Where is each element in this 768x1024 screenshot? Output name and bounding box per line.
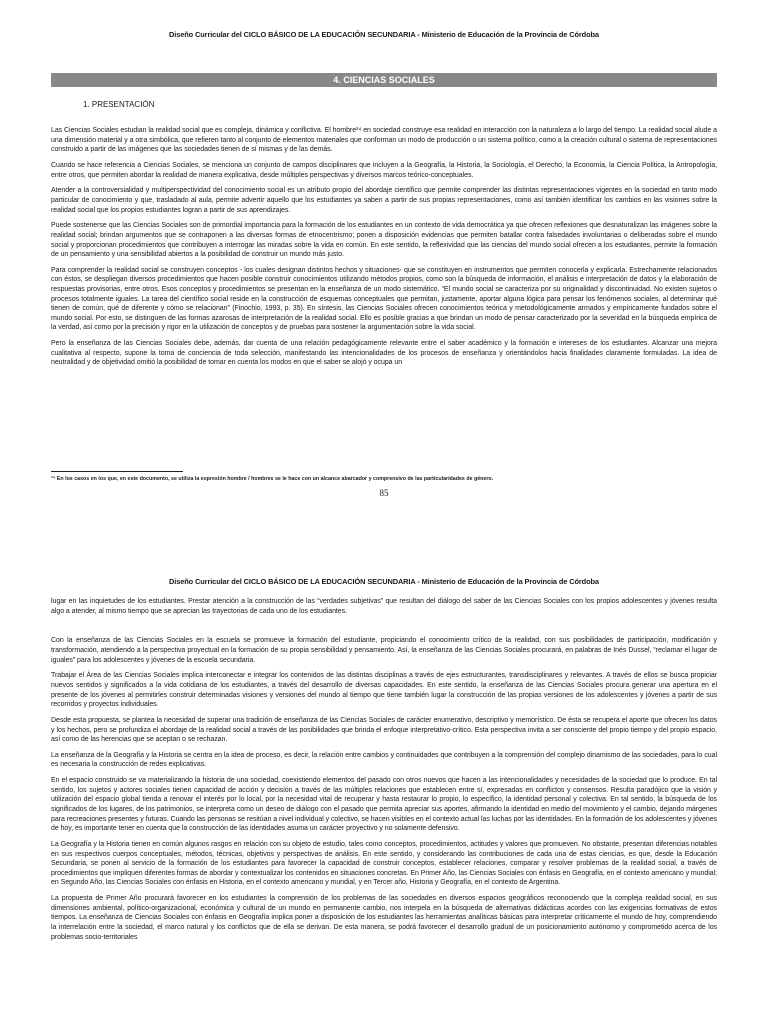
paragraph: lugar en las inquietudes de los estudiantes. Prestar atención a la construcción de las “verdades subjetivas” que resultan del diálogo del saber de las Ciencias Sociales con los propios adolescentes y jóvenes resulta algo a atender, al mismo tiempo que se aprecian las trayectorias de cada uno de los estudiantes. — [51, 598, 717, 615]
paragraph: Pero la enseñanza de las Ciencias Sociales debe, además, dar cuenta de una relación pedagógicamente relevante entre el saber académico y la formación e intereses de los estudiantes. Alcanzar una mejora cualitativa al respecto, supone la toma de conciencia de toda selección, manifestando las intencionalidades de los procesos de enseñanza y orientándolos hacia finalidades claramente formuladas. La idea de neutralidad y de objetividad omitió la posibilidad de tomar en cuenta los modos en que el saber se alojó y ocupa un — [51, 340, 717, 367]
paragraph: La Geografía y la Historia tienen en común algunos rasgos en relación con su objeto de estudio, tales como conceptos, procedimientos, actitudes y valores que promueven. No obstante, presentan diferencias notables en sus respectivos cuerpos conceptuales, métodos, técnicas, objetivos y perspectivas de análisis. En este sentido, y considerando las contribuciones de cada una de estas ciencias, es que, desde la Educación Secundaria, se ponen al servicio de la formación de los estudiantes para favorecer la capacidad de construir conceptos, establecer relaciones, comparar y resolver problemas de la realidad social, a través de procedimientos que impliquen diferentes formas de abordar y contextualizar los contenidos en situaciones concretas. En Primer Año, las Ciencias Sociales con énfasis en Geografía, en el contexto americano y mundial; en Segundo Año, las Ciencias Sociales con énfasis en Historia, en el contexto americano y mundial, y en Tercer año, Historia y Geografía, en el contexto de Argentina. — [51, 841, 717, 887]
paragraph: Cuando se hace referencia a Ciencias Sociales, se menciona un conjunto de campos disciplinares que incluyen a la Geografía, la Historia, la Sociología, el Derecho, la Economía, la Ciencia Política, la Antropología, entre otros, que permiten abordar la realidad de manera explicativa, desde múltiples perspectivas y diversos marcos teórico-conceptuales. — [51, 161, 717, 179]
page1-body — [51, 126, 717, 374]
paragraph: Trabajar el Área de las Ciencias Sociales implica interconectar e integrar los contenidos de las distintas disciplinas a través de ejes estructurantes, transdisciplinares y relevantes. A través de ellos se busca propiciar nuevos sentidos y significados a la vida cotidiana de los estudiantes, a través del desarrollo de diversas capacidades. En este sentido, la enseñanza de las Ciencias Sociales procura generar una apertura en el presente de los jóvenes al permitirles construir determinadas visiones y versiones del mundo al tiempo que tiene también lugar la construcción de las propias versiones de los adolescentes y jóvenes a partir de sus recorridos y proyectos individuales. — [51, 672, 717, 709]
paragraph: Atender a la controversialidad y multiperspectividad del conocimiento social es un atributo propio del abordaje científico que permite comprender las distintas representaciones vigentes en la sociedad en tanto modo particular de conocimiento y que, trasladado al aula, permite advertir aquello que los estudiantes ya saben a partir de sus propias representaciones, como así también identificar los cambios en las visiones sobre la realidad social que los propios estudiantes logran a partir de sus aprendizajes. — [51, 187, 717, 214]
page-number: 85 — [379, 488, 389, 498]
paragraph: La propuesta de Primer Año procurará favorecer en los estudiantes la comprensión de los problemas de las sociedades en diversos espacios geográficos reconociendo que la compleja realidad social, en sus dimensiones ambiental, político-organizacional, económica y cultural de un mundo en permanente cambio, nos interpela en la búsqueda de alternativas didácticas acordes con las exigencias formativas de estos tiempos. La enseñanza de Ciencias Sociales con énfasis en Geografía implica poner a disposición de los estudiantes las herramientas analíticas básicas para interpretar críticamente el mundo de hoy, comprendiendo la interrelación entre la sociedad, el marco natural y los conflictos que de ella se derivan. De esta manera, se podrá favorecer el desarrollo gradual de un posicionamiento autónomo y comprometido acerca de los problemas socio-territoriales — [51, 895, 717, 941]
paragraph: Las Ciencias Sociales estudian la realidad social que es compleja, dinámica y conflictiva. El hombre³⁴ en sociedad construye esa realidad en interacción con la naturaleza a lo largo del tiempo. La realidad social alude a una dimensión material y a otra simbólica, que refieren tanto al conjunto de elementos materiales que conforman un modo de producción o un sistema político, como a la creación cultural o sistema de representaciones construido a partir de las imágenes que las sociedades tienen de sí mismas y de las demás. — [51, 127, 717, 154]
paragraph: Con la enseñanza de las Ciencias Sociales en la escuela se promueve la formación del estudiante, propiciando el conocimiento crítico de la realidad, con sus posibilidades de participación, modificación y transformación, atendiendo a la perspectiva proyectual en la formación de su propia sensibilidad y pensamiento. Así, la enseñanza de las Ciencias Sociales procurará, en palabras de Inés Dussel, “reclamar el lugar de iguales” para los adolescentes y jóvenes de la escuela secundaria. — [51, 637, 717, 664]
paragraph: La enseñanza de la Geografía y la Historia se centra en la idea de proceso, es decir, la relación entre cambios y continuidades que contribuyen a la comprensión del complejo dinamismo de las sociedades, para lo cual es necesaria la construcción de redes explicativas. — [51, 751, 717, 769]
paragraph: En el espacio construido se va materializando la historia de una sociedad, coexistiendo elementos del pasado con otros nuevos que hacen a las intencionalidades y necesidades de la sociedad que lo produce. En tal sentido, los sujetos y actores sociales tienen capacidad de acción y decisión a través de las múltiples relaciones que establecen entre sí, expresadas en conflictos y consensos. Resulta paradójico que la visión y utilización del espacio global tienda a renovar el interés por lo local, por la necesidad vital de recuperar y hasta restaurar lo propio, lo específico, la identidad personal y colectiva. En tal sentido, la búsqueda de los significados de los lugares, de los patrimonios, se interpreta como un deseo de diálogo con el pasado que permita apreciar sus aportes, afirmando la identidad en medio del movimiento y el cambio, dejando márgenes para recreaciones presentes y futuras. Cuando las personas se resitúan a nivel individual y colectivo, se hacen visibles en el contexto actual las luchas por las identidades. En la formación de los adolescentes y jóvenes de hoy, es importante tener en cuenta que la construcción de las identidades asuma un carácter proyectivo y no solamente defensivo. — [51, 777, 717, 833]
section-title: 4. CIENCIAS SOCIALES — [51, 73, 717, 87]
page2-body — [51, 597, 717, 948]
footnote: ³⁴ En los casos en los que, en este documento, se utiliza la expresión hombre / hombres se le hace con un alcance abarcador y comprensivo de las particularidades de género. — [51, 476, 494, 482]
running-header: Diseño Curricular del CICLO BÁSICO DE LA EDUCACIÓN SECUNDARIA - Ministerio de Educación de la Provincia de Córdoba — [169, 577, 599, 586]
paragraph: Puede sostenerse que las Ciencias Sociales son de primordial importancia para la formación de los estudiantes en un contexto de vida democrática ya que ofrecen reflexiones que desnaturalizan las imágenes sobre la realidad social; brindan argumentos que se contraponen a las diversas formas de etnocentrismo; ponen a disposición evidencias que permiten batallar contra falsedades involuntarias o deliberadas sobre el mundo social y proporcionan procedimientos que contribuyen a interrogar las miradas sobre la vida en común. En este sentido, la reflexividad que las ciencias del mundo social ofrecen a los estudiantes, permite la formación de un pensamiento y una sensibilidad abiertos a la posibilidad de construir un mundo más justo. — [51, 222, 717, 259]
subsection-title: 1. PRESENTACIÓN — [83, 100, 155, 109]
paragraph: Desde esta propuesta, se plantea la necesidad de superar una tradición de enseñanza de las Ciencias Sociales de carácter enumerativo, descriptivo y memorístico. De ésta se recupera el aporte que ofrecen los datos y los hechos, pero se profundiza el abordaje de la realidad social a través de las posibilidades que brinda el enfoque interpretativo-crítico. Esta perspectiva invita a ser consciente del propio tiempo y del propio espacio, así como de las herencias que se aceptan o se rechazan. — [51, 716, 717, 744]
running-header: Diseño Curricular del CICLO BÁSICO DE LA EDUCACIÓN SECUNDARIA - Ministerio de Educación de la Provincia de Córdoba — [169, 30, 599, 39]
footnote-divider — [51, 471, 183, 472]
paragraph: Para comprender la realidad social se construyen conceptos - los cuales designan distintos hechos y situaciones- que se constituyen en instrumentos que permiten conocerla y explicarla. Estrechamente relacionados con éstos, se despliegan diversos procedimientos que hacen posible construir conocimientos utilizando métodos propios, como son la búsqueda de información, el análisis e interpretación de datos y la elaboración de respuestas provisorias, entre otros. Esos conceptos y procedimientos se presentan en la enseñanza de un modo sistemático. “El mundo social se caracteriza por su originalidad y discontinuidad. No existen sujetos o procesos totalmente iguales. La tarea del científico social reside en la construcción de esquemas conceptuales que permitan, justamente, aportar alguna lógica para pensar los fenómenos sociales, al determinar qué tienen de común, qué de diferente y cómo se relacionan” (Finochio, 1993, p. 35). En síntesis, las Ciencias Sociales ofrecen conocimientos teórica y metodológicamente armados y empíricamente fundados sobre el mundo social. Por esto, se distinguen de las formas azarosas de interpretación de la realidad social. Ello es posible gracias a que brindan un modo de pensar caracterizado por la severidad en la búsqueda empírica de la verdad, así como por la precisión y rigor en la utilización de conceptos y de pruebas para sostener la argumentación sobre la vida social. — [51, 266, 717, 332]
